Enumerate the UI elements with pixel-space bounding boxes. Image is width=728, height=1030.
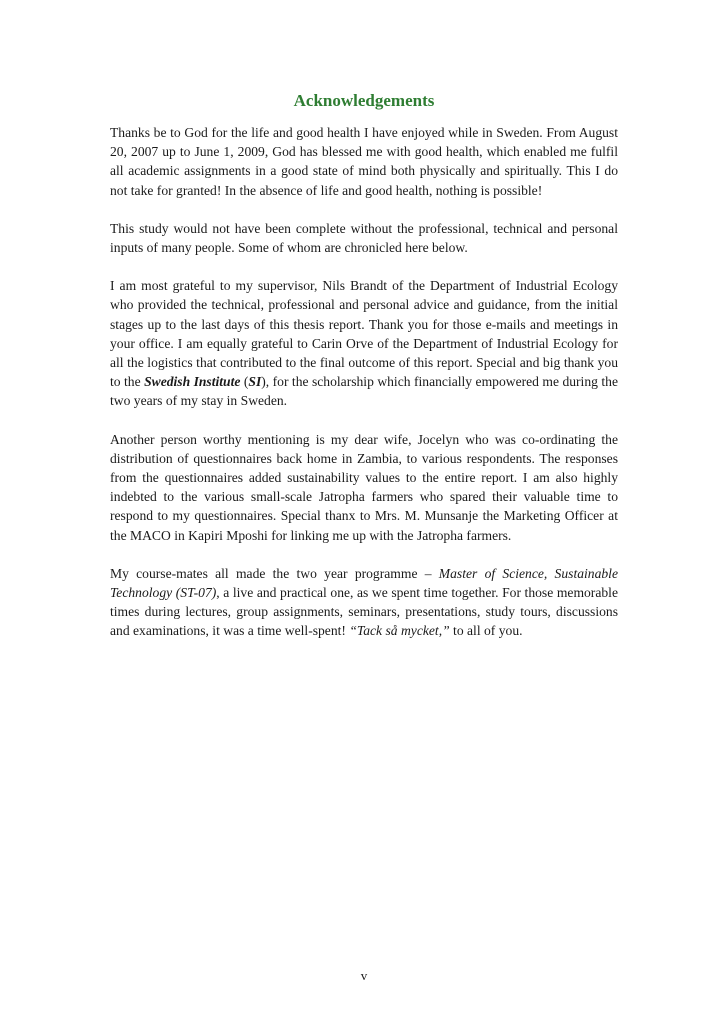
page-number: v [360,968,368,983]
si-abbreviation-emphasis: SI [248,374,262,390]
paragraph-5-text-3: to all of you. [449,623,523,639]
paragraph-1: Thanks be to God for the life and good health I have enjoyed while in Sweden. From August 20, 2007 up to June 1, 2009, God has blessed me with good health, which enabled me fulfil all academic assignments in a good state of mind both physically and spiritually. This I do not take for granted! In the absence of life and good health, nothing is possible! [110,125,618,198]
paragraph-5-text-1: My course-mates all made the two year programme – [110,565,439,581]
paragraph-3-text-1: I am most grateful to my supervisor, Nils Brandt of the Department of Industrial Ecology who provided the technical, professional and personal advice and guidance, from the initial stages up to the last days of this thesis report. Thank you for those e-mails and meetings in your office. I am equally grateful to Carin Orve of the Department of Industrial Ecology for all the logistics that contributed to the final outcome of this report. Special and big thank you to the [110,278,618,390]
paragraph-5 [110,564,618,641]
tack-sa-mycket-italic: “Tack så mycket,” [349,623,450,639]
paragraph-4: Another person worthy mentioning is my dear wife, Jocelyn who was co-ordinating the distribution of questionnaires back home in Zambia, to various respondents. The responses from the questionnaires added sustainability values to the entire report. I am also highly indebted to the various small-scale Jatropha farmers who spared their valuable time to respond to my questionnaires. Special thanx to Mrs. M. Munsanje the Marketing Officer at the MACO in Kapiri Mposhi for linking me up with the Jatropha farmers. [110,431,618,543]
paragraph-3-text-3: ), for the scholarship which financially empowered me during the two years of my stay in Sweden. [110,374,618,409]
page-title: Acknowledgements [293,91,435,110]
paragraph-3 [110,276,618,410]
paragraph-3-text-2: ( [240,374,249,390]
document-body [110,123,618,660]
paragraph-5-text-2: , a live and practical one, as we spent time together. For those memorable times during lectures, group assignments, seminars, presentations, study tours, discussions and examinations, it was a time well-spent! [110,585,618,639]
programme-name-italic: Master of Science, Sustainable Technology (ST-07) [110,565,618,601]
paragraph-2: This study would not have been complete without the professional, technical and personal inputs of many people. Some of whom are chronicled here below. [110,220,618,256]
swedish-institute-emphasis: Swedish Institute [144,374,241,390]
